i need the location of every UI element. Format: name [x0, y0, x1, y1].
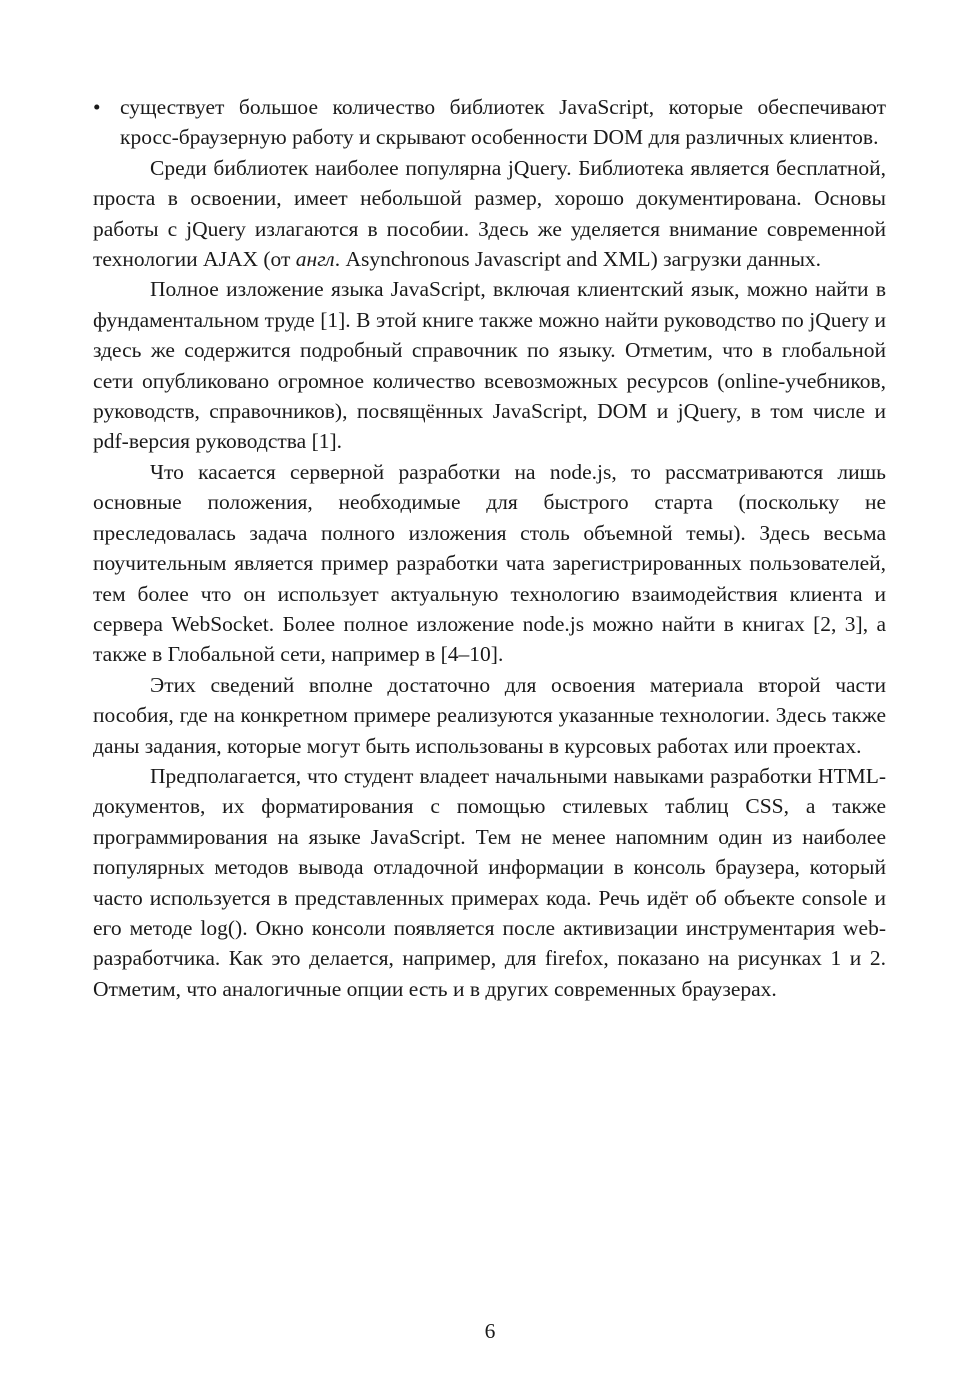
- bullet-list-item: [93, 92, 886, 153]
- bullet-marker: •: [93, 95, 101, 119]
- paragraph-nodejs: Что касается серверной разработки на node.js, то рассматриваются лишь основные положения, необходимые для быстрого старта (поскольку не преследовалась задача полного изложения столь объемной темы). Здесь весьма поучительным является пример разработки чата зарегистрированных пользователей, тем более что он использует актуальную технологию взаимодействия клиента и сервера WebSocket. Более полное изложение node.js можно найти в книгах [2, 3], а также в Глобальной сети, например в [4–10].: [93, 459, 886, 667]
- paragraph-javascript-reference: Полное изложение языка JavaScript, включая клиентский язык, можно найти в фундаментальном труде [1]. В этой книге также можно найти руководство по jQuery и здесь же содержится подробный справочник по языку. Отметим, что в глобальной сети опубликовано огромное количество всевозможных ресурсов (online-учебников, руководств, справочников), посвящённых JavaScript, DOM и jQuery, в том числе и pdf-версия руководства [1].: [93, 277, 886, 454]
- page-number: 6: [484, 1319, 496, 1343]
- paragraph-jquery: [93, 153, 886, 275]
- paragraph-console: Предполагается, что студент владеет начальными навыками разработки HTML-документов, их форматирования с помощью стилевых таблиц CSS, а также программирования на языке JavaScript. Тем не менее напомним один из наиболее популярных методов вывода отладочной информации в консоль браузера, который часто используется в представленных примерах кода. Речь идёт об объекте console и его методе log(). Окно консоли появляется после активизации инструментария web-разработчика. Как это делается, например, для firefox, показано на рисунках 1 и 2. Отметим, что аналогичные опции есть и в других современных браузерах.: [93, 763, 886, 1001]
- paragraph-jquery-tail: . Asynchronous Javascript and XML) загрузки данных.: [334, 247, 822, 272]
- bullet-text: существует большое количество библиотек JavaScript, которые обеспечивают кросс-браузерную работу и скрывают особенности DOM для различных клиентов.: [120, 95, 886, 150]
- body-text: [93, 92, 886, 1004]
- abbrev-english: англ: [295, 247, 335, 272]
- paragraph-jquery-text: Среди библиотек наиболее популярна jQuery. Библиотека является бесплатной, проста в освоении, имеет небольшой размер, хорошо документирована. Основы работы с jQuery излагаются в пособии. Здесь же уделяется внимание современной технологии AJAX (от: [93, 155, 886, 272]
- paragraph-second-part: Этих сведений вполне достаточно для освоения материала второй части пособия, где на конкретном примере реализуются указанные технологии. Здесь также даны задания, которые могут быть использованы в курсовых работах или проектах.: [93, 672, 886, 758]
